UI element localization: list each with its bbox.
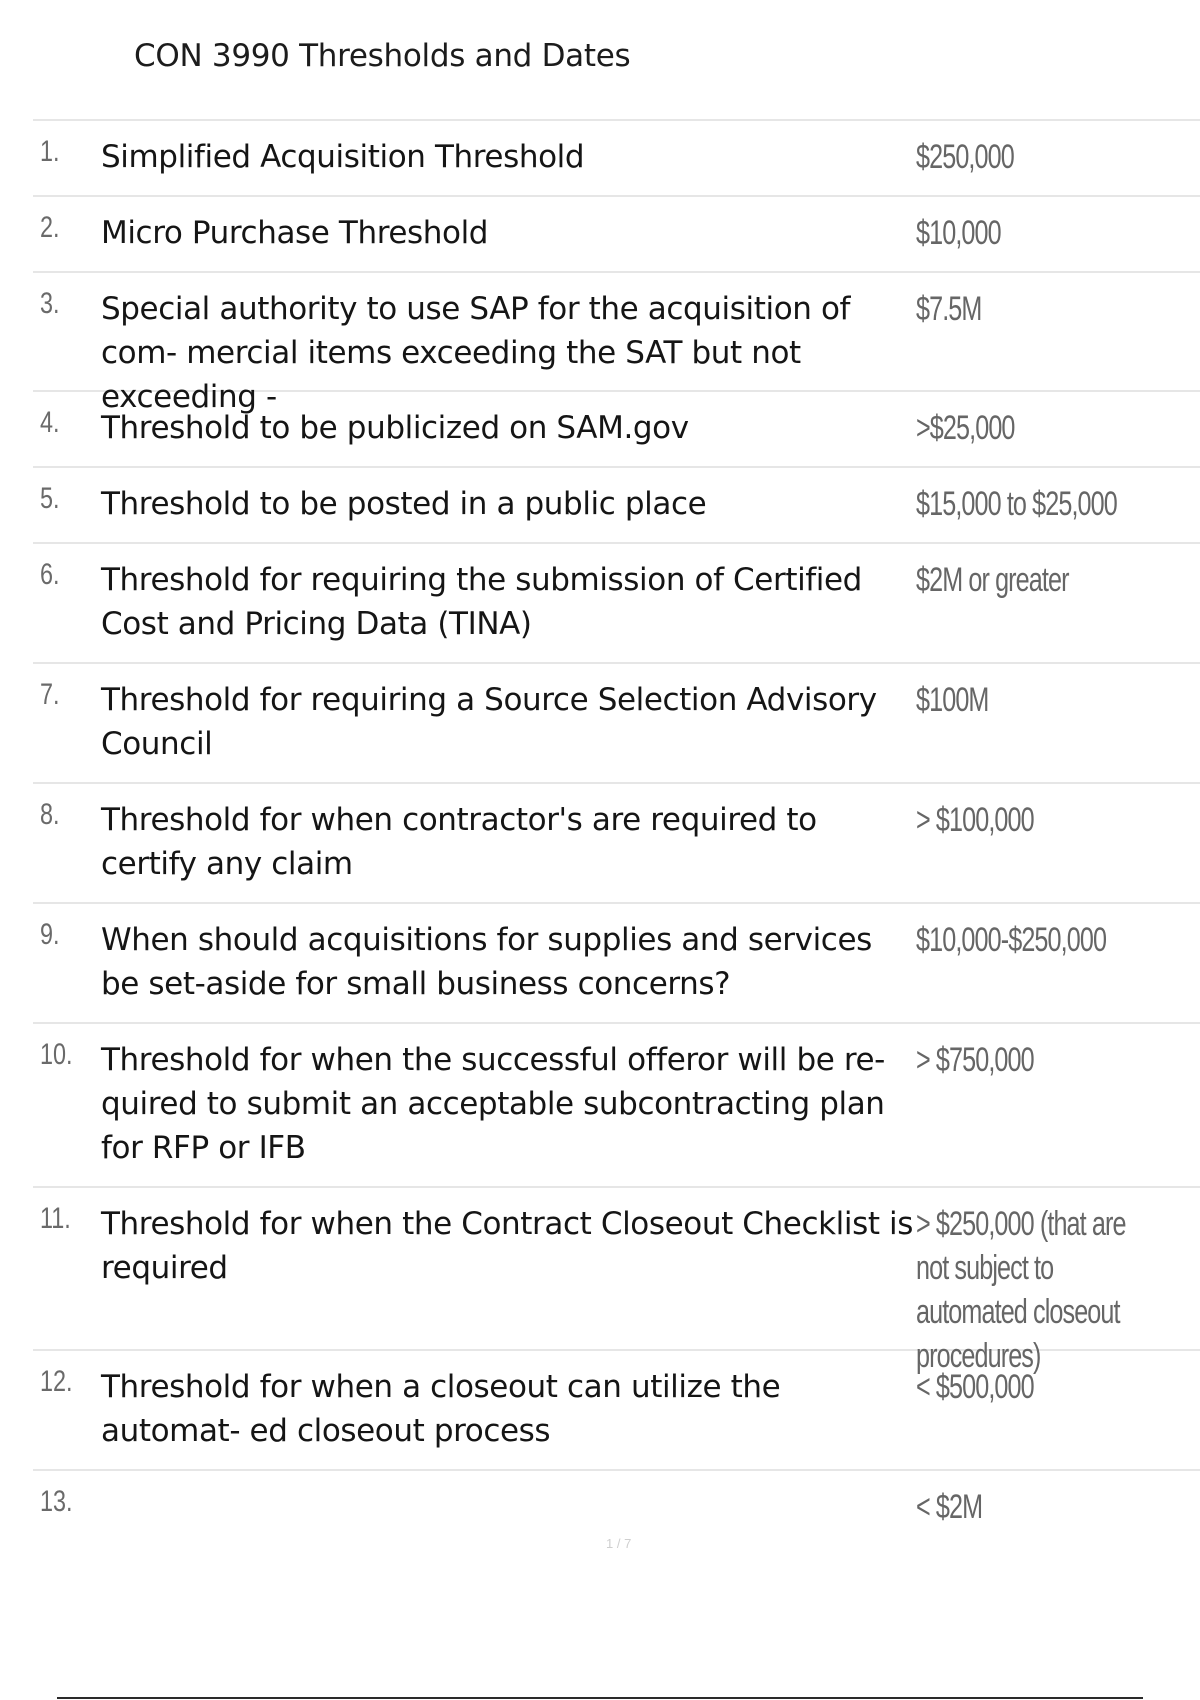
list-item bbox=[33, 1186, 1200, 1375]
item-number: 10. bbox=[40, 1038, 73, 1071]
item-answer: $10,000-$250,000 bbox=[916, 921, 1107, 959]
item-number: 4. bbox=[40, 406, 60, 439]
item-answer: < $500,000 bbox=[916, 1368, 1034, 1406]
list-item bbox=[33, 1349, 1200, 1469]
list-item bbox=[33, 271, 1200, 415]
list-item bbox=[33, 195, 1200, 271]
item-number: 12. bbox=[40, 1365, 73, 1398]
item-question: Special authority to use SAP for the acquisition of com- mercial items exceeding the SAT but not exceeding - bbox=[101, 291, 851, 415]
item-answer: $7.5M bbox=[916, 290, 982, 328]
item-answer: > $100,000 bbox=[916, 801, 1034, 839]
item-answer: $100M bbox=[916, 681, 989, 719]
item-answer: $10,000 bbox=[916, 214, 1001, 252]
item-number: 9. bbox=[40, 918, 60, 951]
page-indicator: 1 / 7 bbox=[606, 1536, 632, 1551]
list-item bbox=[33, 542, 1200, 662]
list-item bbox=[33, 662, 1200, 782]
item-number: 7. bbox=[40, 678, 60, 711]
item-question: Threshold for requiring the submission of Certified Cost and Pricing Data (TINA) bbox=[101, 562, 862, 642]
list-item bbox=[33, 466, 1200, 542]
list-item bbox=[33, 902, 1200, 1022]
item-answer: $2M or greater bbox=[916, 561, 1069, 599]
item-question: Micro Purchase Threshold bbox=[101, 215, 489, 251]
item-question: Threshold to be publicized on SAM.gov bbox=[101, 410, 689, 446]
item-number: 1. bbox=[40, 135, 60, 168]
item-number: 6. bbox=[40, 558, 60, 591]
item-question: Threshold for when a closeout can utilize the automat- ed closeout process bbox=[101, 1369, 781, 1449]
item-question: Simplified Acquisition Threshold bbox=[101, 139, 585, 175]
item-question: When should acquisitions for supplies and services be set-aside for small business concerns? bbox=[101, 922, 872, 1002]
item-number: 8. bbox=[40, 798, 60, 831]
item-number: 3. bbox=[40, 287, 60, 320]
item-answer: < $2M bbox=[916, 1488, 983, 1526]
item-answer: $15,000 to $25,000 bbox=[916, 485, 1117, 523]
list-item bbox=[33, 1469, 1200, 1545]
item-answer: > $750,000 bbox=[916, 1041, 1034, 1079]
item-question: Threshold to be posted in a public place bbox=[101, 486, 707, 522]
list-item bbox=[33, 1022, 1200, 1186]
item-answer: $250,000 bbox=[916, 138, 1014, 176]
item-question: Threshold for when the successful offeror will be re- quired to submit an acceptable subcontracting plan for RFP or IFB bbox=[101, 1042, 885, 1166]
item-answer: > $250,000 (that are not subject to automated closeout procedures) bbox=[916, 1205, 1126, 1375]
item-number: 13. bbox=[40, 1485, 73, 1518]
item-answer: >$25,000 bbox=[916, 409, 1015, 447]
threshold-list bbox=[33, 119, 1200, 1545]
item-number: 5. bbox=[40, 482, 60, 515]
list-item bbox=[33, 119, 1200, 195]
page-title: CON 3990 Thresholds and Dates bbox=[134, 38, 631, 74]
item-number: 2. bbox=[40, 211, 60, 244]
list-item bbox=[33, 782, 1200, 902]
item-question: Threshold for when contractor's are required to certify any claim bbox=[101, 802, 817, 882]
item-question: Threshold for requiring a Source Selection Advisory Council bbox=[101, 682, 877, 762]
item-question: Threshold for when the Contract Closeout Checklist is required bbox=[101, 1206, 914, 1286]
bottom-divider bbox=[57, 1697, 1143, 1699]
item-number: 11. bbox=[40, 1202, 71, 1235]
